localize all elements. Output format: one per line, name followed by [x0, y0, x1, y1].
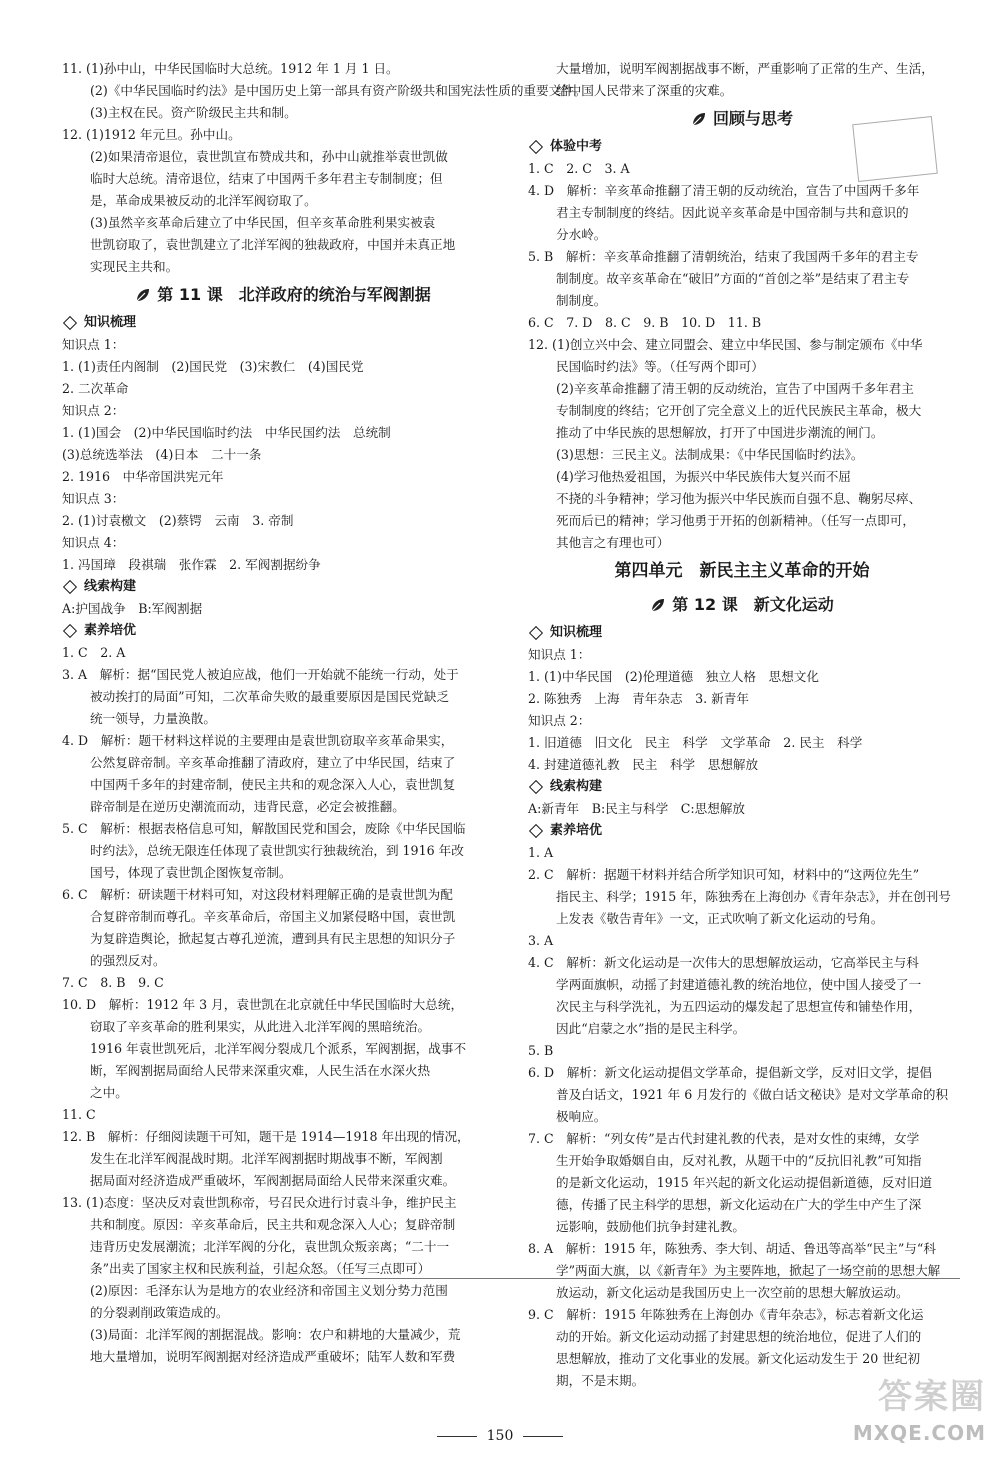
knowledge-point-label: 知识点 2：: [528, 713, 591, 728]
text-line: 合复辟帝制而尊孔。辛亥革命后，帝国主义加紧侵略中国，袁世凯: [90, 909, 456, 924]
text-line: 给中国人民带来了深重的灾难。: [556, 83, 733, 98]
text-line: 据局面对经济造成严重破坏，军阀割据局面给人民带来深重灾难。: [90, 1173, 456, 1188]
knowledge-point-2: [528, 732, 956, 776]
text-line: 5. C 解析：根据表格信息可知，解散国民党和国会，废除《中华民国临: [62, 821, 466, 836]
text-line: 3. A 解析：据“国民党人被迫应战，他们一开始就不能统一行动，处于: [62, 667, 459, 682]
diamond-icon: [529, 824, 543, 838]
text-line: 1. (1)国会 (2)中华民国临时约法 中华民国约法 总统制: [62, 425, 391, 440]
text-line: 学两面旗帜，动摇了封建道德礼教的统治地位，使中国人接受了一: [556, 977, 922, 992]
text-line: (3)虽然辛亥革命后建立了中华民国，但辛亥革命胜利果实被袁: [90, 215, 436, 230]
leaf-icon: [135, 287, 151, 303]
text-line: 因此“启蒙之水”指的是民主科学。: [556, 1021, 746, 1036]
text-line: 的是新文化运动，1915 年兴起的新文化运动提倡新道德，反对旧道: [556, 1175, 933, 1190]
text-line: 民国临时约法》等。（任写两个即可）: [556, 359, 764, 374]
diamond-icon: [63, 580, 77, 594]
knowledge-point-3: [62, 510, 504, 532]
section-label: 线索构建: [550, 779, 603, 794]
text-line: 2. 二次革命: [62, 381, 129, 396]
text-line: 9. C 解析：1915 年陈独秀在上海创办《青年杂志》，标志着新文化运: [528, 1307, 924, 1322]
text-line: 临时大总统。清帝退位，结束了中国两千多年君主专制制度；但: [90, 171, 443, 186]
section-label: 知识梳理: [84, 315, 137, 330]
lesson-12-label: 第 12 课 新文化运动: [672, 595, 834, 614]
diamond-icon: [529, 780, 543, 794]
text-line: 普及白话文，1921 年 6 月发行的《做白话文秘诀》是对文学革命的积: [556, 1087, 949, 1102]
section-label: 素养培优: [84, 623, 137, 638]
text-line: 制制度。故辛亥革命在“破旧”方面的“首创之举”是结束了君主专: [556, 271, 910, 286]
text-line: 分水岭。: [556, 227, 607, 242]
text-line: 窃取了辛亥革命的胜利果实，从此进入北洋军阀的黑暗统治。: [90, 1019, 431, 1034]
text-line: 6. C 解析：研读题干材料可知，对这段材料理解正确的是袁世凯为配: [62, 887, 453, 902]
text-line: 期，不是末期。: [556, 1373, 645, 1388]
text-line: (3)主权在民。资产阶级民主共和制。: [90, 105, 297, 120]
text-line: 10. D 解析：1912 年 3 月，袁世凯在北京就任中华民国临时大总统，: [62, 997, 464, 1012]
text-line: 1916 年袁世凯死后，北洋军阀分裂成几个派系，军阀割据，战事不: [90, 1041, 467, 1056]
section-xiansuo-goujian: [62, 576, 504, 598]
text-line: 11. (1)孙中山，中华民国临时大总统。1912 年 1 月 1 日。: [62, 61, 399, 76]
knowledge-point-2: [62, 422, 504, 488]
text-line: 学”两面大旗，以《新青年》为主要阵地，掀起了一场空前的思想大解: [556, 1263, 941, 1278]
knowledge-point-1: [528, 666, 956, 710]
text-line: 为复辟造舆论，掀起复古尊孔逆流，遭到具有民主思想的知识分子: [90, 931, 456, 946]
text-line: 专制制度的终结；它开创了完全意义上的近代民族民主革命，极大: [556, 403, 922, 418]
section-label: 线索构建: [84, 579, 137, 594]
text-line: 7. C 解析：“列女传”是古代封建礼教的代表，是对女性的束缚，女学: [528, 1131, 920, 1146]
knowledge-point-1: [62, 356, 504, 400]
lesson-11-title: [62, 278, 504, 312]
text-line: 之中。: [90, 1085, 128, 1100]
text-line: 4. D 解析：辛亥革命推翻了清王朝的反动统治，宣告了中国两千多年: [528, 183, 920, 198]
text-line: 推动了中华民族的思想解放，打开了中国进步潮流的闸门。: [556, 425, 884, 440]
text-line: 4. 封建道德礼教 民主 科学 思想解放: [528, 757, 759, 772]
text-line: 6. D 解析：新文化运动提倡文学革命，提倡新文学，反对旧文学，提倡: [528, 1065, 932, 1080]
section-label: 素养培优: [550, 823, 603, 838]
text-line: 13. (1)态度：坚决反对袁世凯称帝，号召民众进行讨袁斗争，维护民主: [62, 1195, 457, 1210]
xiansuo-answer: A:新青年 B:民主与科学 C:思想解放: [528, 801, 746, 816]
right-column: [528, 58, 956, 1392]
text-line: (4)学习他热爱祖国，为振兴中华民族伟大复兴而不屈: [556, 469, 851, 484]
section-xiansuo-goujian: [528, 776, 956, 798]
text-line: 统一领导，力量涣散。: [90, 711, 216, 726]
text-line: (3)局面：北洋军阀的割据混战。影响：农户和耕地的大量减少，荒: [90, 1327, 461, 1342]
knowledge-point-label: 知识点 4：: [62, 535, 125, 550]
stamp-logo: [852, 116, 938, 182]
section-label: 知识梳理: [550, 625, 603, 640]
text-line: 辟帝制是在逆历史潮流而动，违背民意，必定会被推翻。: [90, 799, 405, 814]
text-line: 生开始争取婚姻自由，反对礼教，从题干中的“反抗旧礼教”可知指: [556, 1153, 922, 1168]
text-line: 2. C 解析：据题干材料并结合所学知识可知，材料中的“这两位先生”: [528, 867, 920, 882]
knowledge-point-label: 知识点 1：: [528, 647, 591, 662]
text-line: 思想解放，推动了文化事业的发展。新文化运动发生于 20 世纪初: [556, 1351, 921, 1366]
text-line: 4. C 解析：新文化运动是一次伟大的思想解放运动，它高举民主与科: [528, 955, 919, 970]
text-line: 国号，体现了袁世凯企图恢复帝制。: [90, 865, 292, 880]
text-line: 1. 冯国璋 段祺瑞 张作霖 2. 军阀割据纷争: [62, 557, 321, 572]
text-line: 公然复辟帝制。辛亥革命推翻了清政府，建立了中华民国，结束了: [90, 755, 456, 770]
section-suyang-peiyou: [528, 820, 956, 842]
text-line: 德，传播了民主科学的思想，新文化运动在广大的学生中产生了深: [556, 1197, 922, 1212]
text-line: 5. B: [528, 1043, 554, 1058]
text-line: 2. (1)讨袁檄文 (2)蔡锷 云南 3. 帝制: [62, 513, 294, 528]
text-line: 时约法》，总统无限连任体现了袁世凯实行独裁统治，到 1916 年改: [90, 843, 464, 858]
text-line: 12. (1)1912 年元旦。孙中山。: [62, 127, 241, 142]
text-line: 中国两千多年的封建帝制，使民主共和的观念深入人心，袁世凯复: [90, 777, 456, 792]
text-line: 地大量增加，说明军阀割据对经济造成严重破坏；陆军人数和军费: [90, 1349, 456, 1364]
text-line: (3)思想：三民主义。法制成果：《中华民国临时约法》。: [556, 447, 864, 462]
text-line: 违背历史发展潮流；北洋军阀的分化，袁世凯众叛亲离；“二十一: [90, 1239, 450, 1254]
text-line: 1. (1)责任内阁制 (2)国民党 (3)宋教仁 (4)国民党: [62, 359, 364, 374]
text-line: 5. B 解析：辛亥革命推翻了清朝统治，结束了我国两千多年的君主专: [528, 249, 919, 264]
text-line: (2)《中华民国临时约法》是中国历史上第一部具有资产阶级共和国宪法性质的重要文件。: [90, 83, 587, 98]
section-suyang-peiyou: [62, 620, 504, 642]
unit-4-title: 第四单元 新民主主义革命的开始: [614, 561, 870, 581]
watermark-main: 答案圈: [878, 1377, 986, 1417]
footer-dash: [437, 1436, 477, 1437]
text-line: 4. D 解析：题干材料这样说的主要理由是袁世凯窃取辛亥革命果实，: [62, 733, 454, 748]
text-line: 11. C: [62, 1107, 96, 1122]
text-line: 远影响，鼓励他们抗争封建礼教。: [556, 1219, 745, 1234]
text-line: 2. 陈独秀 上海 青年杂志 3. 新青年: [528, 691, 749, 706]
text-line: 世凯窃取了，袁世凯建立了北洋军阀的独裁政府，中国并未真正地: [90, 237, 456, 252]
knowledge-point-label: 知识点 2：: [62, 403, 125, 418]
tiyan-answers: [528, 158, 956, 554]
suyang-answers: [62, 642, 504, 1368]
text-line: 的强烈反对。: [90, 953, 166, 968]
text-line: (2)辛亥革命推翻了清王朝的反动统治，宣告了中国两千多年君主: [556, 381, 914, 396]
leaf-icon: [691, 111, 707, 127]
divider-line: [150, 1278, 960, 1279]
text-line: 7. C 8. B 9. C: [62, 975, 164, 990]
text-line: 12. (1)创立兴中会、建立同盟会、建立中华民国、参与制定颁布《中华: [528, 337, 923, 352]
text-line: 12. B 解析：仔细阅读题干可知，题干是 1914—1918 年出现的情况，: [62, 1129, 470, 1144]
text-line: 君主专制制度的终结。因此说辛亥革命是中国帝制与共和意识的: [556, 205, 909, 220]
text-line: 大量增加，说明军阀割据战事不断，严重影响了正常的生产、生活，: [556, 61, 934, 76]
huigu-label: 回顾与思考: [712, 109, 793, 128]
text-line: 制制度。: [556, 293, 607, 308]
text-line: 实现民主共和。: [90, 259, 179, 274]
page-footer: [0, 1428, 1000, 1444]
text-line: (3)总统选举法 (4)日本 二十一条: [62, 447, 262, 462]
text-line: 1. 旧道德 旧文化 民主 科学 文学革命 2. 民主 科学: [528, 735, 863, 750]
watermark-url: MXQE.COM: [852, 1421, 986, 1445]
text-line: 1. (1)中华民国 (2)伦理道德 独立人格 思想文化: [528, 669, 819, 684]
diamond-icon: [529, 626, 543, 640]
suyang-answers: [528, 842, 956, 1392]
text-line: 次民主与科学洗礼，为五四运动的爆发起了思想宣传和铺垫作用，: [556, 999, 922, 1014]
section-zhishi-shuli: [62, 312, 504, 334]
knowledge-point-label: 知识点 3：: [62, 491, 125, 506]
diamond-icon: [63, 624, 77, 638]
text-line: 死而后已的精神；学习他勇于开拓的创新精神。（任写一点即可，: [556, 513, 915, 528]
text-line: 8. A 解析：1915 年，陈独秀、李大钊、胡适、鲁迅等高举“民主”与“科: [528, 1241, 936, 1256]
watermark: [853, 1379, 986, 1451]
right-continued-text: [528, 58, 956, 102]
knowledge-point-label: 知识点 1：: [62, 337, 125, 352]
text-line: 2. 1916 中华帝国洪宪元年: [62, 469, 224, 484]
text-line: 极响应。: [556, 1109, 607, 1124]
text-line: 不挠的斗争精神；学习他为振兴中华民族而自强不息、鞠躬尽瘁、: [556, 491, 922, 506]
text-line: 放运动，新文化运动是我国历史上一次空前的思想大解放运动。: [556, 1285, 909, 1300]
section-label: 体验中考: [550, 139, 603, 154]
text-line: 被动挨打的局面”可知，二次革命失败的最重要原因是国民党缺乏: [90, 689, 450, 704]
diamond-icon: [529, 140, 543, 154]
text-line: (2)如果清帝退位，袁世凯宣布赞成共和，孙中山就推举袁世凯做: [90, 149, 448, 164]
lesson-11-label: 第 11 课 北洋政府的统治与军阀割据: [157, 285, 431, 304]
page-number: 150: [486, 1428, 514, 1444]
diamond-icon: [63, 316, 77, 330]
text-line: 指民主、科学；1915 年，陈独秀在上海创办《青年杂志》，并在创刊号: [556, 889, 951, 904]
text-line: 3. A: [528, 933, 554, 948]
footer-dash: [523, 1436, 563, 1437]
text-line: 断，军阀割据局面给人民带来深重灾难，人民生活在水深火热: [90, 1063, 431, 1078]
text-line: (2)原因：毛泽东认为是地方的农业经济和帝国主义划分势力范围: [90, 1283, 448, 1298]
text-line: 动的开始。新文化运动动摇了封建思想的统治地位，促进了人们的: [556, 1329, 922, 1344]
lesson-12-title: [528, 588, 956, 622]
text-line: 1. C 2. A: [62, 645, 126, 660]
text-line: 1. A: [528, 845, 554, 860]
text-line: 1. C 2. C 3. A: [528, 161, 630, 176]
text-line: 共和制度。原因：辛亥革命后，民主共和观念深入人心；复辟帝制: [90, 1217, 456, 1232]
text-line: 上发表《敬告青年》一文，正式吹响了新文化运动的号角。: [556, 911, 884, 926]
knowledge-point-4: [62, 554, 504, 576]
section-zhishi-shuli: [528, 622, 956, 644]
text-line: 其他言之有理也可）: [556, 535, 670, 550]
text-line: 发生在北洋军阀混战时期。北洋军阀割据时期战事不断，军阀割: [90, 1151, 443, 1166]
text-line: 6. C 7. D 8. C 9. B 10. D 11. B: [528, 315, 762, 330]
text-line: 条”出卖了国家主权和民族利益，引起众怒。（任写三点即可）: [90, 1261, 431, 1276]
xiansuo-answer: A:护国战争 B:军阀割据: [62, 601, 203, 616]
text-line: 是，革命成果被反动的北洋军阀窃取了。: [90, 193, 317, 208]
text-line: 的分裂剥削政策造成的。: [90, 1305, 229, 1320]
leaf-icon: [650, 597, 666, 613]
